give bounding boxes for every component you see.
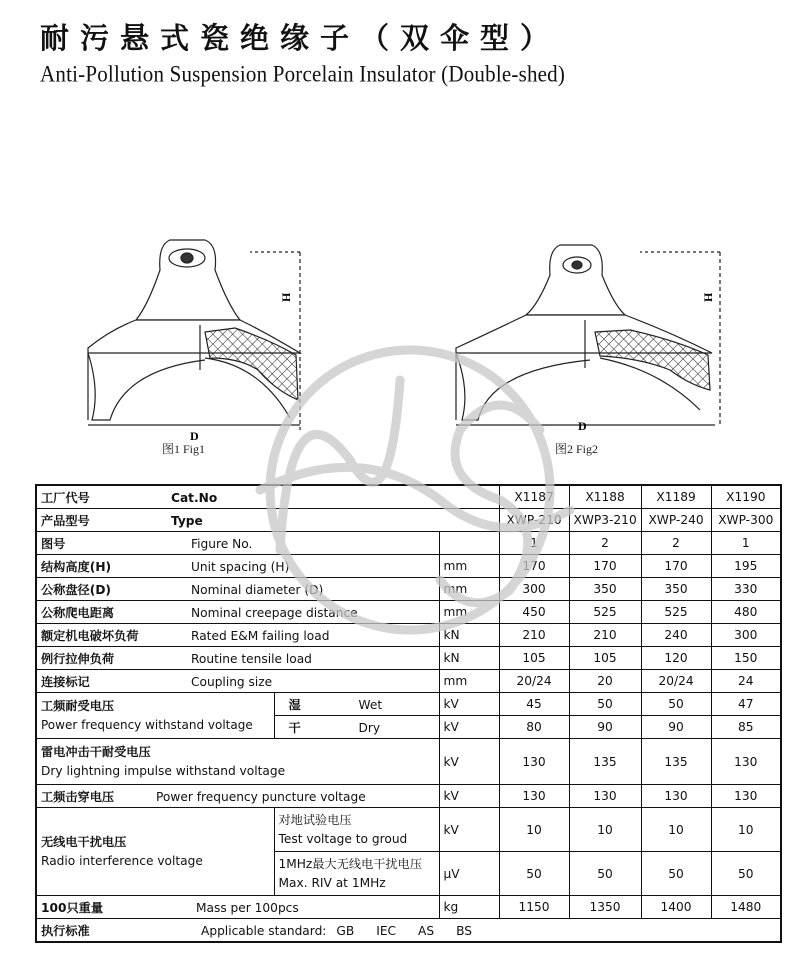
row-value: 20 xyxy=(569,670,641,693)
row-value: 350 xyxy=(569,578,641,601)
cat-no-cell: X1190 xyxy=(711,485,781,509)
table-row xyxy=(36,578,781,601)
standard-item: GB xyxy=(336,923,355,938)
standard-item: BS xyxy=(456,923,473,938)
standard-en: Applicable standard: xyxy=(201,923,327,938)
row-value: 47 xyxy=(711,693,781,716)
cat-no-cell: X1187 xyxy=(499,485,569,509)
row-value: 170 xyxy=(641,555,711,578)
row-value: 170 xyxy=(569,555,641,578)
row-value: 50 xyxy=(499,852,569,896)
puncture-label: 工频击穿电压 Power frequency puncture voltage xyxy=(36,785,439,808)
figure-2-dim-h: H xyxy=(701,292,715,302)
row-unit: kN xyxy=(439,624,499,647)
type-cell: XWP-240 xyxy=(641,509,711,532)
table-row xyxy=(36,647,781,670)
row-value: 525 xyxy=(641,601,711,624)
type-cell: XWP-210 xyxy=(499,509,569,532)
table-row xyxy=(36,485,781,509)
figure-1-dim-h: H xyxy=(279,292,293,302)
table-row xyxy=(36,739,781,785)
row-unit: kV xyxy=(439,785,499,808)
pf-withstand-label xyxy=(36,693,274,739)
row-value: 85 xyxy=(711,716,781,739)
row-value: 350 xyxy=(641,578,711,601)
row-label: 额定机电破坏负荷 Rated E&M failing load xyxy=(36,624,439,647)
row-unit: mm xyxy=(439,601,499,624)
table-row xyxy=(36,919,781,943)
type-cell: XWP-300 xyxy=(711,509,781,532)
row-value: 130 xyxy=(499,785,569,808)
row-value: 300 xyxy=(711,624,781,647)
row-value: 130 xyxy=(641,785,711,808)
row-unit: kV xyxy=(439,716,499,739)
row-value: 1400 xyxy=(641,896,711,919)
type-cell: XWP3-210 xyxy=(569,509,641,532)
table-row xyxy=(36,624,781,647)
row-unit: kg xyxy=(439,896,499,919)
row-unit: kV xyxy=(439,739,499,785)
type-header xyxy=(36,509,499,532)
row-unit: μV xyxy=(439,852,499,896)
row-value: 1 xyxy=(711,532,781,555)
riv-test-label: 对地试验电压 Test voltage to groud xyxy=(274,808,439,852)
row-value: 50 xyxy=(569,693,641,716)
row-value: 1480 xyxy=(711,896,781,919)
row-label: 连接标记 Coupling size xyxy=(36,670,439,693)
row-value: 90 xyxy=(641,716,711,739)
row-value: 130 xyxy=(499,739,569,785)
row-label: 公称爬电距离 Nominal creepage distance xyxy=(36,601,439,624)
insulator-drawings xyxy=(0,220,800,470)
table-row xyxy=(36,555,781,578)
row-unit: kN xyxy=(439,647,499,670)
lightning-cn: 雷电冲击干耐受电压 xyxy=(41,744,151,759)
cat-no-cell: X1189 xyxy=(641,485,711,509)
row-unit: kV xyxy=(439,693,499,716)
row-value: 2 xyxy=(641,532,711,555)
figure-1-caption: 图1 Fig1 xyxy=(162,442,206,456)
row-value: 90 xyxy=(569,716,641,739)
row-value: 170 xyxy=(499,555,569,578)
riv-max-label: 1MHz最大无线电干扰电压 Max. RIV at 1MHz xyxy=(274,852,439,896)
row-unit xyxy=(439,532,499,555)
riv-en: Radio interference voltage xyxy=(41,853,203,868)
row-value: 50 xyxy=(641,852,711,896)
mass-label: 100只重量 Mass per 100pcs xyxy=(36,896,439,919)
figure-2-drawing xyxy=(456,245,720,425)
row-value: 80 xyxy=(499,716,569,739)
lightning-en: Dry lightning impulse withstand voltage xyxy=(41,763,286,778)
spec-table xyxy=(35,484,782,943)
row-value: 45 xyxy=(499,693,569,716)
row-value: 525 xyxy=(569,601,641,624)
cat-no-label-en: Cat.No xyxy=(171,490,218,505)
row-value: 240 xyxy=(641,624,711,647)
row-label: 结构高度(H) Unit spacing (H) xyxy=(36,555,439,578)
table-row xyxy=(36,693,781,716)
cat-no-cell: X1188 xyxy=(569,485,641,509)
table-row xyxy=(36,509,781,532)
type-label-cn: 产品型号 xyxy=(41,513,90,528)
row-value: 210 xyxy=(499,624,569,647)
standard-item: AS xyxy=(418,923,435,938)
standard-item: IEC xyxy=(376,923,397,938)
row-value: 450 xyxy=(499,601,569,624)
row-value: 105 xyxy=(499,647,569,670)
row-value: 50 xyxy=(711,852,781,896)
row-value: 330 xyxy=(711,578,781,601)
cat-no-header xyxy=(36,485,499,509)
row-value: 135 xyxy=(569,739,641,785)
row-value: 150 xyxy=(711,647,781,670)
riv-label xyxy=(36,808,274,896)
table-row xyxy=(36,532,781,555)
row-value: 50 xyxy=(641,693,711,716)
figure-1-dim-d: D xyxy=(190,429,199,443)
row-value: 50 xyxy=(569,852,641,896)
table-row xyxy=(36,808,781,852)
row-value: 135 xyxy=(641,739,711,785)
row-value: 1 xyxy=(499,532,569,555)
row-label: 例行拉伸负荷 Routine tensile load xyxy=(36,647,439,670)
row-label: 公称盘径(D) Nominal diameter (D) xyxy=(36,578,439,601)
table-row xyxy=(36,896,781,919)
figure-2-caption: 图2 Fig2 xyxy=(555,442,599,456)
table-row xyxy=(36,601,781,624)
page-title-english: Anti-Pollution Suspension Porcelain Insulator (Double-shed) xyxy=(40,60,566,87)
pf-dry-label: 干 Dry xyxy=(274,716,439,739)
cat-no-label-cn: 工厂代号 xyxy=(41,490,90,505)
row-value: 20/24 xyxy=(641,670,711,693)
row-value: 10 xyxy=(499,808,569,852)
pf-withstand-en: Power frequency withstand voltage xyxy=(41,717,253,732)
row-value: 20/24 xyxy=(499,670,569,693)
row-value: 130 xyxy=(711,739,781,785)
row-value: 2 xyxy=(569,532,641,555)
row-value: 120 xyxy=(641,647,711,670)
row-unit: mm xyxy=(439,670,499,693)
row-value: 10 xyxy=(641,808,711,852)
table-row xyxy=(36,670,781,693)
row-value: 195 xyxy=(711,555,781,578)
lightning-label xyxy=(36,739,439,785)
row-unit: kV xyxy=(439,808,499,852)
figure-1-drawing xyxy=(88,240,300,430)
row-value: 1350 xyxy=(569,896,641,919)
standard-row xyxy=(36,919,781,943)
row-value: 10 xyxy=(711,808,781,852)
row-unit: mm xyxy=(439,555,499,578)
row-value: 130 xyxy=(569,785,641,808)
type-label-en: Type xyxy=(171,513,203,528)
table-row xyxy=(36,785,781,808)
page-title-chinese: 耐污悬式瓷绝缘子（双伞型） xyxy=(40,21,561,55)
row-label: 图号 Figure No. xyxy=(36,532,439,555)
riv-cn: 无线电干扰电压 xyxy=(41,834,127,849)
pf-wet-label: 湿 Wet xyxy=(274,693,439,716)
row-value: 480 xyxy=(711,601,781,624)
pf-withstand-cn: 工频耐受电压 xyxy=(41,698,115,713)
row-unit: mm xyxy=(439,578,499,601)
row-value: 10 xyxy=(569,808,641,852)
row-value: 300 xyxy=(499,578,569,601)
row-value: 210 xyxy=(569,624,641,647)
standard-cn: 执行标准 xyxy=(41,923,90,938)
row-value: 1150 xyxy=(499,896,569,919)
row-value: 105 xyxy=(569,647,641,670)
figure-2-dim-d: D xyxy=(578,419,587,433)
row-value: 24 xyxy=(711,670,781,693)
row-value: 130 xyxy=(711,785,781,808)
